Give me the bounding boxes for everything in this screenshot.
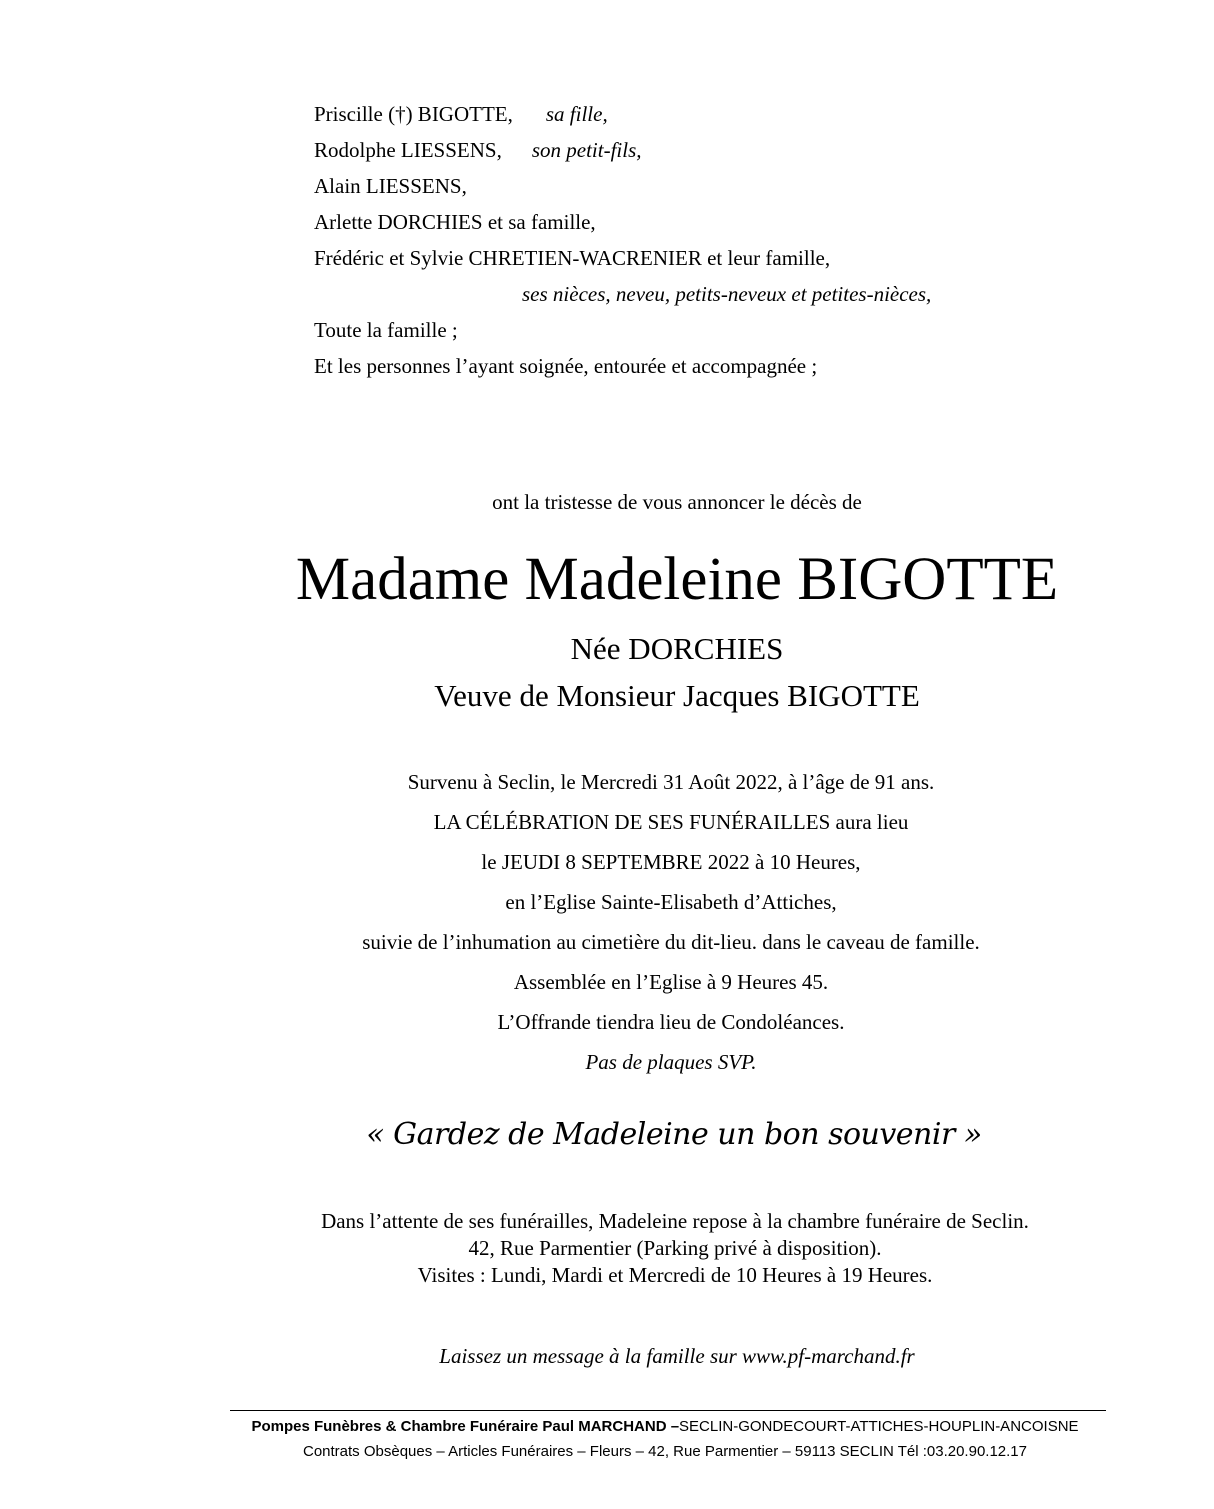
detail-line: en l’Eglise Sainte-Elisabeth d’Attiches, <box>505 890 837 914</box>
rest-line: Visites : Lundi, Mardi et Mercredi de 10 Heures à 19 Heures. <box>417 1263 933 1287</box>
footer-company-line <box>58 1417 1214 1437</box>
family-line <box>314 173 467 199</box>
family-member-name: Priscille (†) BIGOTTE, <box>314 102 513 126</box>
detail-line: Survenu à Seclin, le Mercredi 31 Août 2022, à l’âge de 91 ans. <box>407 770 935 794</box>
detail-line: le JEUDI 8 SEPTEMBRE 2022 à 10 Heures, <box>481 850 861 874</box>
footer-company: Pompes Funèbres & Chambre Funéraire Paul MARCHAND – <box>251 1418 680 1435</box>
whole-family-line: Toute la famille ; <box>314 318 458 342</box>
maiden-name: Née DORCHIES <box>570 631 784 666</box>
rest-line: 42, Rue Parmentier (Parking privé à disposition). <box>468 1236 882 1260</box>
detail-line: LA CÉLÉBRATION DE SES FUNÉRAILLES aura lieu <box>433 810 909 834</box>
relatives-note: ses nièces, neveu, petits-neveux et petites-nièces, <box>522 282 932 306</box>
family-member-name: Frédéric et Sylvie CHRETIEN-WACRENIER et leur famille, <box>314 246 831 270</box>
family-line <box>314 137 642 163</box>
no-plaques-note: Pas de plaques SVP. <box>585 1050 757 1074</box>
family-member-name: Alain LIESSENS, <box>314 174 467 198</box>
family-line <box>314 245 830 271</box>
deceased-name: Madame Madeleine BIGOTTE <box>295 546 1059 613</box>
caregivers-line: Et les personnes l’ayant soignée, entourée et accompagnée ; <box>314 354 818 378</box>
footer-services: Contrats Obsèques – Articles Funéraires – Fleurs – 42, Rue Parmentier – 59113 SECLIN Tél :03.20.90.12.17 <box>302 1443 1027 1460</box>
family-member-relation: sa fille, <box>545 102 608 126</box>
widow-of: Veuve de Monsieur Jacques BIGOTTE <box>434 678 920 713</box>
family-line <box>314 101 608 127</box>
family-member-name: Arlette DORCHIES et sa famille, <box>314 210 596 234</box>
footer-locations: SECLIN-GONDECOURT-ATTICHES-HOUPLIN-ANCOISNE <box>679 1418 1079 1435</box>
detail-line: L’Offrande tiendra lieu de Condoléances. <box>497 1010 845 1034</box>
announcement-intro: ont la tristesse de vous annoncer le décès de <box>492 490 862 514</box>
detail-line: Assemblée en l’Eglise à 9 Heures 45. <box>513 970 829 994</box>
memorial-quote: « Gardez de Madeleine un bon souvenir » <box>366 1117 982 1152</box>
family-line <box>314 209 596 235</box>
detail-line: suivie de l’inhumation au cimetière du dit-lieu. dans le caveau de famille. <box>362 930 980 954</box>
online-message: Laissez un message à la famille sur www.pf-marchand.fr <box>439 1344 915 1368</box>
rest-line: Dans l’attente de ses funérailles, Madeleine repose à la chambre funéraire de Seclin. <box>321 1209 1029 1233</box>
footer-divider <box>230 1410 1106 1411</box>
family-member-relation: son petit-fils, <box>531 138 642 162</box>
family-member-name: Rodolphe LIESSENS, <box>314 138 502 162</box>
